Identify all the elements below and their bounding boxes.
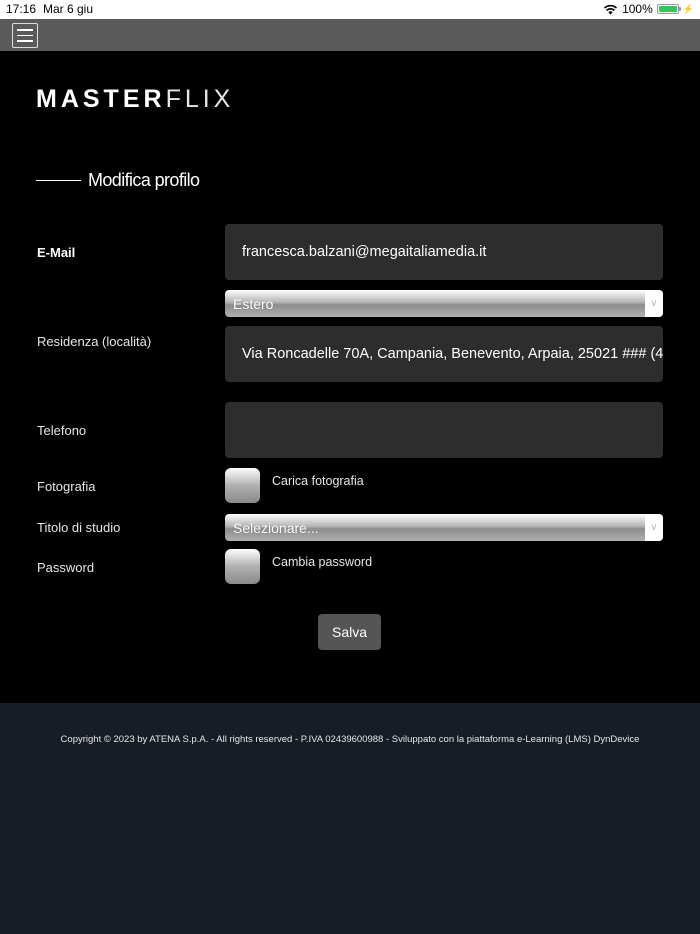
title-divider xyxy=(36,180,81,181)
country-select[interactable] xyxy=(225,290,663,317)
status-bar xyxy=(0,0,700,19)
education-select[interactable] xyxy=(225,514,663,541)
battery-icon xyxy=(657,4,679,14)
upload-photo-label[interactable]: Carica fotografia xyxy=(272,474,364,488)
copyright-text: Copyright © 2023 by ATENA S.p.A. - All rights reserved - P.IVA 02439600988 - Sviluppato con la piattaforma e-Learning (LMS) DynDevice xyxy=(60,734,640,745)
education-label: Titolo di studio xyxy=(37,520,121,535)
wifi-icon xyxy=(603,4,618,15)
status-right xyxy=(603,2,694,16)
password-label: Password xyxy=(37,560,95,575)
logo-part-flix: FLIX xyxy=(165,85,235,113)
email-field[interactable]: francesca.balzani@megaitaliamedia.it xyxy=(225,224,663,280)
save-button[interactable]: Salva xyxy=(318,614,381,650)
chevron-down-icon: ∨ xyxy=(645,514,663,541)
email-label: E-Mail xyxy=(37,245,76,260)
change-password-label[interactable]: Cambia password xyxy=(272,555,373,569)
phone-field[interactable] xyxy=(225,402,663,458)
logo-part-master: MASTER xyxy=(36,85,166,113)
photo-label: Fotografia xyxy=(37,479,96,494)
residence-label: Residenza (località) xyxy=(37,334,152,349)
main-content xyxy=(0,51,700,703)
country-select-value: Estero xyxy=(233,295,274,312)
upload-photo-checkbox[interactable] xyxy=(225,468,260,503)
battery-percent: 100% xyxy=(622,2,653,16)
page-title: Modifica profilo xyxy=(88,170,200,190)
residence-field[interactable]: Via Roncadelle 70A, Campania, Benevento, Arpaia, 25021 ### (4 xyxy=(225,326,663,382)
charging-bolt-icon: ⚡ xyxy=(682,3,694,14)
phone-label: Telefono xyxy=(37,423,87,438)
chevron-down-icon: ∨ xyxy=(645,290,663,317)
status-time: 17:16 xyxy=(6,2,37,16)
masterflix-logo[interactable] xyxy=(36,85,234,114)
hamburger-menu-icon[interactable] xyxy=(12,23,38,48)
status-date: Mar 6 giu xyxy=(43,2,94,16)
footer xyxy=(0,703,700,934)
page-title-row xyxy=(36,170,199,191)
change-password-checkbox[interactable] xyxy=(225,549,260,584)
top-bar xyxy=(0,19,700,51)
education-select-value: Selezionare... xyxy=(233,519,319,536)
